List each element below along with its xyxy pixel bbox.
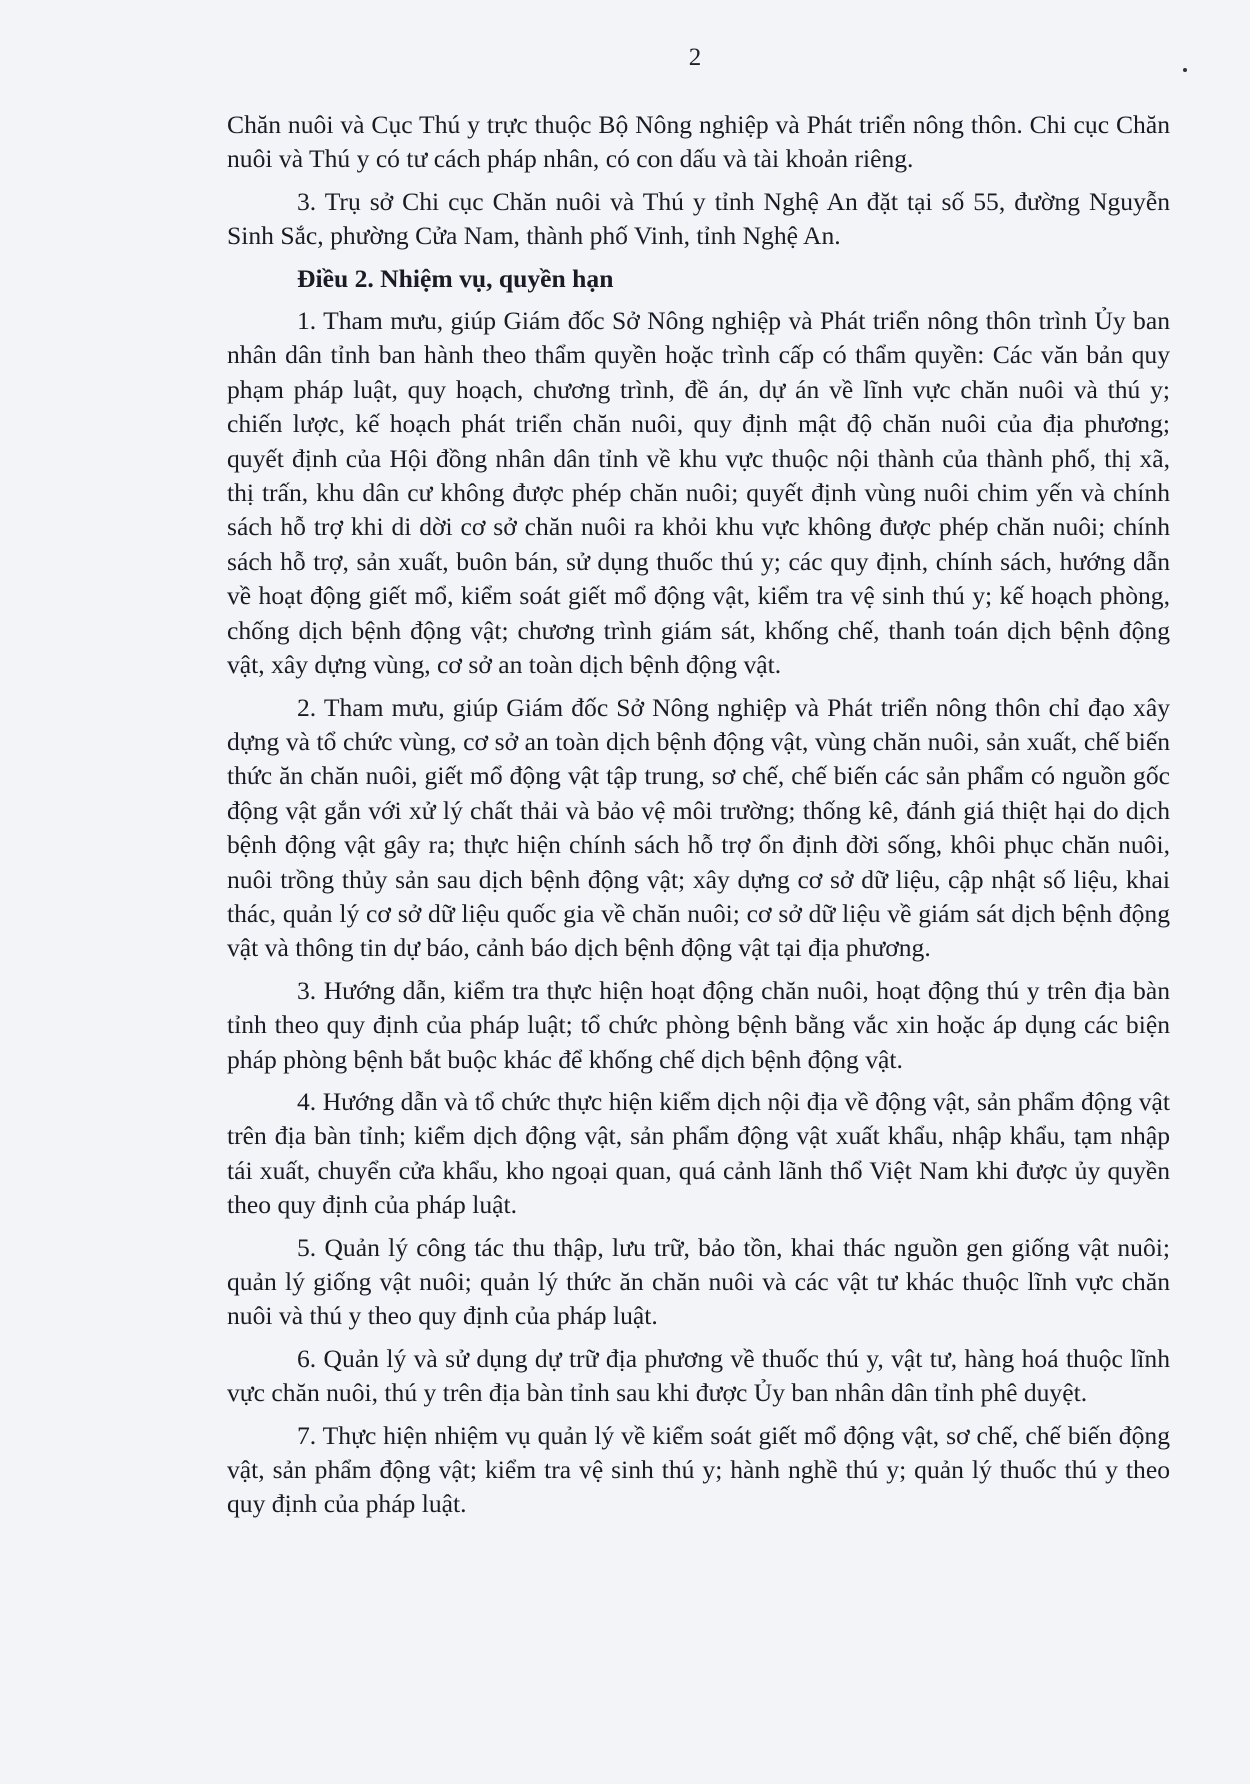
paragraph-duty-5: 5. Quản lý công tác thu thập, lưu trữ, bảo tồn, khai thác nguồn gen giống vật nuôi; quản lý giống vật nuôi; quản lý thức ăn chăn nuôi và các vật tư khác thuộc lĩnh vực chăn nuôi và thú y theo quy định của pháp luật. [227, 1232, 1170, 1331]
paragraph-duty-2: 2. Tham mưu, giúp Giám đốc Sở Nông nghiệp và Phát triển nông thôn chỉ đạo xây dựng và tổ chức vùng, cơ sở an toàn dịch bệnh động vật, vùng chăn nuôi, sản xuất, chế biến thức ăn chăn nuôi, giết mổ động vật tập trung, sơ chế, chế biến các sản phẩm có nguồn gốc động vật gắn với xử lý chất thải và bảo vệ môi trường; thống kê, đánh giá thiệt hại do dịch bệnh động vật gây ra; thực hiện chính sách hỗ trợ ổn định đời sống, khôi phục chăn nuôi, nuôi trồng thủy sản sau dịch bệnh động vật; xây dựng cơ sở dữ liệu, cập nhật số liệu, khai thác, quản lý cơ sở dữ liệu quốc gia về chăn nuôi; cơ sở dữ liệu về giám sát dịch bệnh động vật và thông tin dự báo, cảnh báo dịch bệnh động vật tại địa phương. [227, 692, 1170, 963]
paragraph-duty-7: 7. Thực hiện nhiệm vụ quản lý về kiểm soát giết mổ động vật, sơ chế, chế biến động vật, sản phẩm động vật; kiểm tra vệ sinh thú y; hành nghề thú y; quản lý thuốc thú y theo quy định của pháp luật. [227, 1420, 1170, 1519]
paragraph-duty-3: 3. Hướng dẫn, kiểm tra thực hiện hoạt động chăn nuôi, hoạt động thú y trên địa bàn tỉnh theo quy định của pháp luật; tổ chức phòng bệnh bằng vắc xin hoặc áp dụng các biện pháp phòng bệnh bắt buộc khác để khống chế dịch bệnh động vật. [227, 975, 1170, 1074]
page-number: 2 [688, 44, 702, 71]
paragraph-duty-6: 6. Quản lý và sử dụng dự trữ địa phương về thuốc thú y, vật tư, hàng hoá thuộc lĩnh vực chăn nuôi, thú y trên địa bàn tỉnh sau khi được Ủy ban nhân dân tỉnh phê duyệt. [227, 1343, 1170, 1408]
paragraph-duty-1: 1. Tham mưu, giúp Giám đốc Sở Nông nghiệp và Phát triển nông thôn trình Ủy ban nhân dân tỉnh ban hành theo thẩm quyền hoặc trình cấp có thẩm quyền: Các văn bản quy phạm pháp luật, quy hoạch, chương trình, đề án, dự án về lĩnh vực chăn nuôi và thú y; chiến lược, kế hoạch phát triển chăn nuôi, quy định mật độ chăn nuôi của địa phương; quyết định của Hội đồng nhân dân tỉnh về khu vực thuộc nội thành của thành phố, thị xã, thị trấn, khu dân cư không được phép chăn nuôi; quyết định vùng nuôi chim yến và chính sách hỗ trợ khi di dời cơ sở chăn nuôi ra khỏi khu vực không được phép chăn nuôi; chính sách hỗ trợ, sản xuất, buôn bán, sử dụng thuốc thú y; các quy định, chính sách, hướng dẫn về hoạt động giết mổ, kiểm soát giết mổ động vật, kiểm tra vệ sinh thú y; kế hoạch phòng, chống dịch bệnh động vật; chương trình giám sát, khống chế, thanh toán dịch bệnh động vật, xây dựng vùng, cơ sở an toàn dịch bệnh động vật. [227, 306, 1170, 680]
scan-speck [1183, 68, 1187, 72]
paragraph-continuation: Chăn nuôi và Cục Thú y trực thuộc Bộ Nông nghiệp và Phát triển nông thôn. Chi cục Chăn nuôi và Thú y có tư cách pháp nhân, có con dấu và tài khoản riêng. [227, 110, 1170, 174]
document-body [227, 108, 1170, 1530]
article-heading: Điều 2. Nhiệm vụ, quyền hạn [297, 263, 614, 293]
paragraph-duty-4: 4. Hướng dẫn và tổ chức thực hiện kiểm dịch nội địa về động vật, sản phẩm động vật trên địa bàn tỉnh; kiểm dịch động vật, sản phẩm động vật xuất khẩu, nhập khẩu, tạm nhập tái xuất, chuyển cửa khẩu, kho ngoại quan, quá cảnh lãnh thổ Việt Nam khi được ủy quyền theo quy định của pháp luật. [227, 1086, 1170, 1220]
paragraph-clause-3-office: 3. Trụ sở Chi cục Chăn nuôi và Thú y tỉnh Nghệ An đặt tại số 55, đường Nguyễn Sinh Sắc, phường Cửa Nam, thành phố Vinh, tỉnh Nghệ An. [227, 186, 1170, 251]
